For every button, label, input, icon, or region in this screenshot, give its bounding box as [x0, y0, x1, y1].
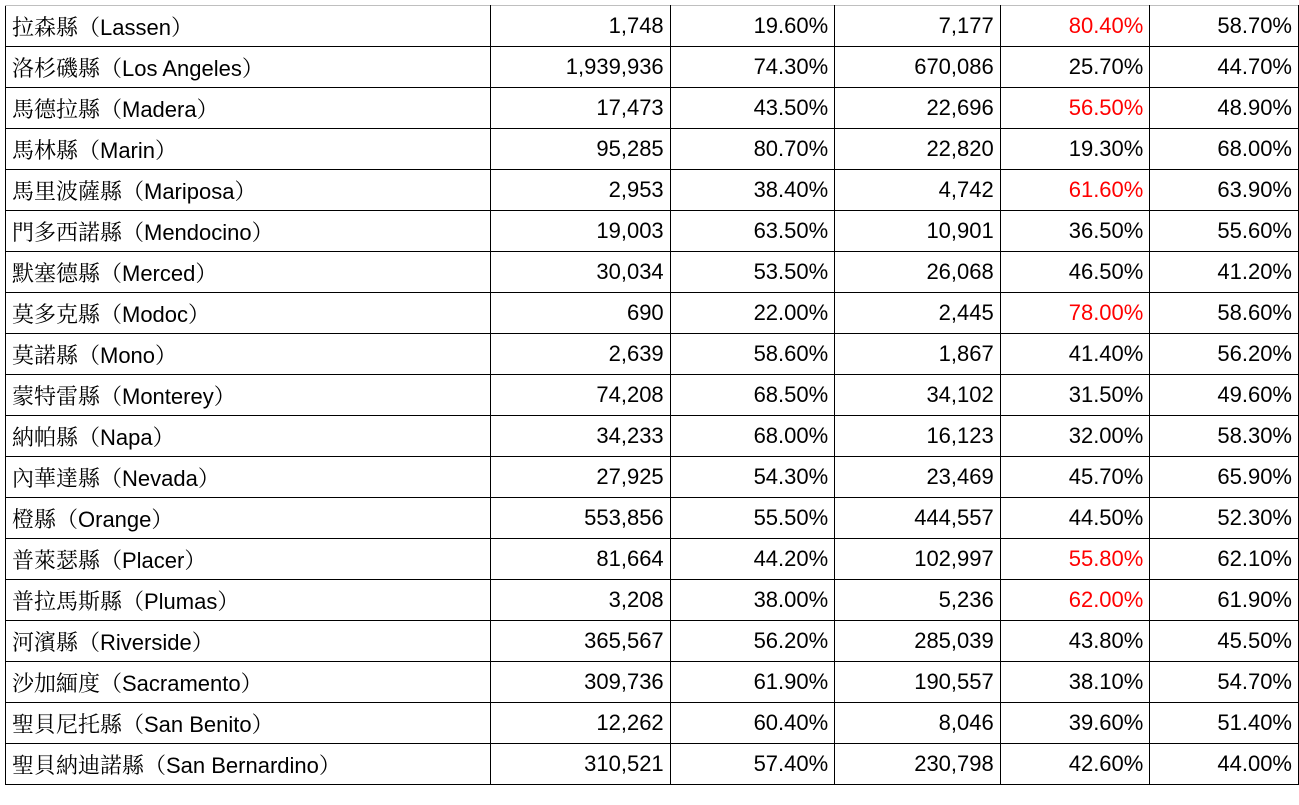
- percent-a-cell: 68.50%: [670, 375, 835, 416]
- percent-c-cell: 63.90%: [1150, 170, 1299, 211]
- votes-a-cell: 365,567: [491, 621, 671, 662]
- percent-a-cell: 80.70%: [670, 129, 835, 170]
- percent-c-cell: 44.70%: [1150, 47, 1299, 88]
- votes-a-cell: 19,003: [491, 211, 671, 252]
- county-name-cell: 拉森縣（Lassen）: [6, 6, 491, 47]
- percent-c-cell: 51.40%: [1150, 703, 1299, 744]
- county-name-cell: 橙縣（Orange）: [6, 498, 491, 539]
- county-name-cell: 內華達縣（Nevada）: [6, 457, 491, 498]
- percent-c-cell: 52.30%: [1150, 498, 1299, 539]
- percent-a-cell: 38.00%: [670, 580, 835, 621]
- county-name-cell: 莫諾縣（Mono）: [6, 334, 491, 375]
- table-row: [6, 88, 1299, 129]
- table-row: [6, 662, 1299, 703]
- table-row: [6, 416, 1299, 457]
- votes-b-cell: 102,997: [835, 539, 1001, 580]
- percent-c-cell: 58.30%: [1150, 416, 1299, 457]
- table-body: [6, 6, 1299, 785]
- percent-c-cell: 61.90%: [1150, 580, 1299, 621]
- percent-b-cell: 61.60%: [1000, 170, 1150, 211]
- percent-b-cell: 55.80%: [1000, 539, 1150, 580]
- votes-a-cell: 309,736: [491, 662, 671, 703]
- percent-b-cell: 39.60%: [1000, 703, 1150, 744]
- county-name-cell: 馬德拉縣（Madera）: [6, 88, 491, 129]
- votes-a-cell: 81,664: [491, 539, 671, 580]
- votes-a-cell: 2,639: [491, 334, 671, 375]
- percent-b-cell: 25.70%: [1000, 47, 1150, 88]
- percent-c-cell: 55.60%: [1150, 211, 1299, 252]
- votes-b-cell: 16,123: [835, 416, 1001, 457]
- percent-c-cell: 68.00%: [1150, 129, 1299, 170]
- votes-b-cell: 190,557: [835, 662, 1001, 703]
- votes-b-cell: 8,046: [835, 703, 1001, 744]
- votes-b-cell: 2,445: [835, 293, 1001, 334]
- percent-b-cell: 78.00%: [1000, 293, 1150, 334]
- table-row: [6, 170, 1299, 211]
- votes-b-cell: 444,557: [835, 498, 1001, 539]
- percent-c-cell: 41.20%: [1150, 252, 1299, 293]
- percent-c-cell: 48.90%: [1150, 88, 1299, 129]
- table-row: [6, 6, 1299, 47]
- percent-c-cell: 45.50%: [1150, 621, 1299, 662]
- percent-a-cell: 68.00%: [670, 416, 835, 457]
- votes-b-cell: 10,901: [835, 211, 1001, 252]
- percent-c-cell: 58.60%: [1150, 293, 1299, 334]
- county-name-cell: 門多西諾縣（Mendocino）: [6, 211, 491, 252]
- votes-a-cell: 12,262: [491, 703, 671, 744]
- percent-b-cell: 32.00%: [1000, 416, 1150, 457]
- percent-a-cell: 61.90%: [670, 662, 835, 703]
- table-row: [6, 703, 1299, 744]
- table-row: [6, 334, 1299, 375]
- percent-a-cell: 54.30%: [670, 457, 835, 498]
- table-row: [6, 539, 1299, 580]
- percent-b-cell: 44.50%: [1000, 498, 1150, 539]
- votes-a-cell: 1,939,936: [491, 47, 671, 88]
- county-name-cell: 納帕縣（Napa）: [6, 416, 491, 457]
- table-row: [6, 211, 1299, 252]
- percent-a-cell: 43.50%: [670, 88, 835, 129]
- county-name-cell: 聖貝納迪諾縣（San Bernardino）: [6, 744, 491, 785]
- table-row: [6, 293, 1299, 334]
- table-row: [6, 129, 1299, 170]
- county-name-cell: 蒙特雷縣（Monterey）: [6, 375, 491, 416]
- percent-a-cell: 57.40%: [670, 744, 835, 785]
- votes-a-cell: 74,208: [491, 375, 671, 416]
- table-row: [6, 47, 1299, 88]
- percent-b-cell: 42.60%: [1000, 744, 1150, 785]
- votes-b-cell: 7,177: [835, 6, 1001, 47]
- county-name-cell: 莫多克縣（Modoc）: [6, 293, 491, 334]
- votes-a-cell: 2,953: [491, 170, 671, 211]
- percent-a-cell: 44.20%: [670, 539, 835, 580]
- votes-a-cell: 17,473: [491, 88, 671, 129]
- county-name-cell: 馬里波薩縣（Mariposa）: [6, 170, 491, 211]
- percent-b-cell: 56.50%: [1000, 88, 1150, 129]
- votes-b-cell: 5,236: [835, 580, 1001, 621]
- percent-a-cell: 19.60%: [670, 6, 835, 47]
- votes-b-cell: 34,102: [835, 375, 1001, 416]
- data-table: [5, 5, 1299, 785]
- county-name-cell: 馬林縣（Marin）: [6, 129, 491, 170]
- percent-b-cell: 46.50%: [1000, 252, 1150, 293]
- votes-a-cell: 95,285: [491, 129, 671, 170]
- percent-a-cell: 55.50%: [670, 498, 835, 539]
- county-name-cell: 河濱縣（Riverside）: [6, 621, 491, 662]
- votes-b-cell: 4,742: [835, 170, 1001, 211]
- votes-b-cell: 23,469: [835, 457, 1001, 498]
- percent-a-cell: 60.40%: [670, 703, 835, 744]
- votes-a-cell: 30,034: [491, 252, 671, 293]
- percent-c-cell: 62.10%: [1150, 539, 1299, 580]
- percent-a-cell: 74.30%: [670, 47, 835, 88]
- county-name-cell: 沙加緬度（Sacramento）: [6, 662, 491, 703]
- percent-c-cell: 65.90%: [1150, 457, 1299, 498]
- percent-b-cell: 43.80%: [1000, 621, 1150, 662]
- percent-a-cell: 38.40%: [670, 170, 835, 211]
- percent-b-cell: 45.70%: [1000, 457, 1150, 498]
- percent-b-cell: 62.00%: [1000, 580, 1150, 621]
- percent-a-cell: 63.50%: [670, 211, 835, 252]
- votes-a-cell: 690: [491, 293, 671, 334]
- table-row: [6, 252, 1299, 293]
- percent-a-cell: 53.50%: [670, 252, 835, 293]
- county-name-cell: 洛杉磯縣（Los Angeles）: [6, 47, 491, 88]
- percent-b-cell: 19.30%: [1000, 129, 1150, 170]
- table-row: [6, 375, 1299, 416]
- votes-b-cell: 285,039: [835, 621, 1001, 662]
- votes-a-cell: 34,233: [491, 416, 671, 457]
- percent-b-cell: 41.40%: [1000, 334, 1150, 375]
- percent-c-cell: 58.70%: [1150, 6, 1299, 47]
- votes-a-cell: 27,925: [491, 457, 671, 498]
- percent-a-cell: 56.20%: [670, 621, 835, 662]
- votes-b-cell: 230,798: [835, 744, 1001, 785]
- percent-b-cell: 38.10%: [1000, 662, 1150, 703]
- table-row: [6, 580, 1299, 621]
- votes-b-cell: 670,086: [835, 47, 1001, 88]
- votes-b-cell: 22,696: [835, 88, 1001, 129]
- percent-a-cell: 58.60%: [670, 334, 835, 375]
- county-name-cell: 普拉馬斯縣（Plumas）: [6, 580, 491, 621]
- percent-a-cell: 22.00%: [670, 293, 835, 334]
- percent-c-cell: 44.00%: [1150, 744, 1299, 785]
- votes-a-cell: 553,856: [491, 498, 671, 539]
- votes-a-cell: 3,208: [491, 580, 671, 621]
- table-row: [6, 621, 1299, 662]
- votes-a-cell: 1,748: [491, 6, 671, 47]
- votes-b-cell: 26,068: [835, 252, 1001, 293]
- percent-c-cell: 56.20%: [1150, 334, 1299, 375]
- county-name-cell: 默塞德縣（Merced）: [6, 252, 491, 293]
- votes-b-cell: 22,820: [835, 129, 1001, 170]
- votes-a-cell: 310,521: [491, 744, 671, 785]
- percent-b-cell: 31.50%: [1000, 375, 1150, 416]
- percent-b-cell: 80.40%: [1000, 6, 1150, 47]
- table-row: [6, 744, 1299, 785]
- percent-b-cell: 36.50%: [1000, 211, 1150, 252]
- votes-b-cell: 1,867: [835, 334, 1001, 375]
- percent-c-cell: 54.70%: [1150, 662, 1299, 703]
- table-row: [6, 498, 1299, 539]
- county-name-cell: 普萊瑟縣（Placer）: [6, 539, 491, 580]
- percent-c-cell: 49.60%: [1150, 375, 1299, 416]
- table-row: [6, 457, 1299, 498]
- county-name-cell: 聖貝尼托縣（San Benito）: [6, 703, 491, 744]
